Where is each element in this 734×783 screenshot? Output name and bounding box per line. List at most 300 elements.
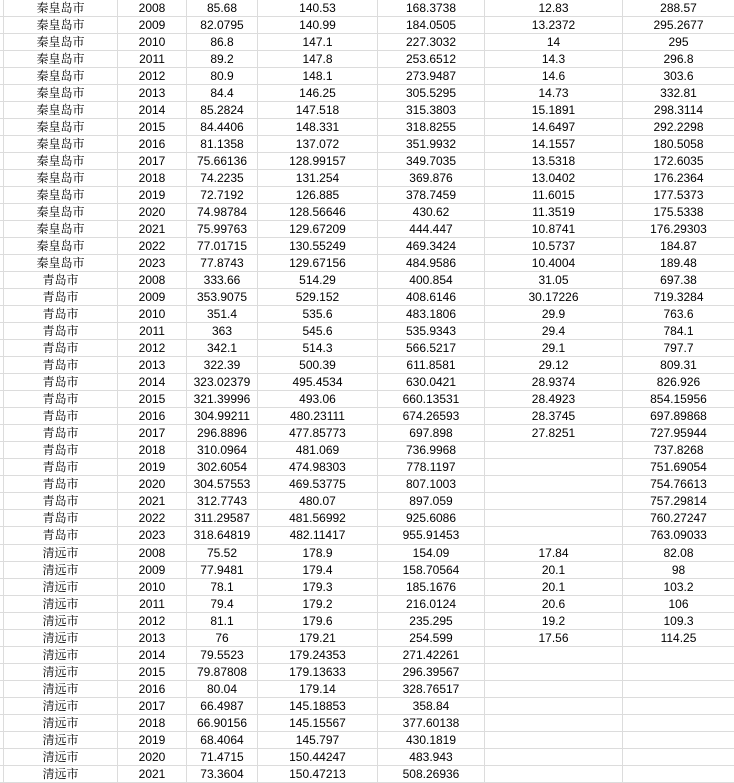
value-3-cell[interactable]: 508.26936 <box>378 766 485 783</box>
value-1-cell[interactable]: 75.99763 <box>187 221 258 238</box>
value-4-cell[interactable]: 14.73 <box>485 85 623 102</box>
value-5-cell[interactable]: 176.2364 <box>623 170 734 187</box>
value-2-cell[interactable]: 178.9 <box>258 545 378 562</box>
year-cell[interactable]: 2012 <box>118 613 187 630</box>
value-2-cell[interactable]: 148.1 <box>258 68 378 85</box>
value-5-cell[interactable]: 751.69054 <box>623 459 734 476</box>
value-3-cell[interactable]: 630.0421 <box>378 374 485 391</box>
city-cell[interactable]: 秦皇岛市 <box>4 153 118 170</box>
value-2-cell[interactable]: 145.15567 <box>258 715 378 732</box>
value-5-cell[interactable]: 763.09033 <box>623 527 734 544</box>
value-4-cell[interactable]: 20.1 <box>485 579 623 596</box>
value-4-cell[interactable]: 27.8251 <box>485 425 623 442</box>
city-cell[interactable]: 秦皇岛市 <box>4 102 118 119</box>
value-2-cell[interactable]: 179.6 <box>258 613 378 630</box>
value-4-cell[interactable]: 14 <box>485 34 623 51</box>
value-3-cell[interactable]: 430.1819 <box>378 732 485 749</box>
value-1-cell[interactable]: 312.7743 <box>187 493 258 510</box>
value-2-cell[interactable]: 131.254 <box>258 170 378 187</box>
year-cell[interactable]: 2013 <box>118 630 187 647</box>
city-cell[interactable]: 清远市 <box>4 681 118 698</box>
value-5-cell[interactable]: 103.2 <box>623 579 734 596</box>
value-3-cell[interactable]: 296.39567 <box>378 664 485 681</box>
value-4-cell[interactable]: 13.5318 <box>485 153 623 170</box>
value-4-cell[interactable]: 17.56 <box>485 630 623 647</box>
value-4-cell[interactable]: 28.4923 <box>485 391 623 408</box>
value-1-cell[interactable]: 85.68 <box>187 0 258 17</box>
city-cell[interactable]: 青岛市 <box>4 459 118 476</box>
year-cell[interactable]: 2016 <box>118 136 187 153</box>
year-cell[interactable]: 2022 <box>118 238 187 255</box>
value-2-cell[interactable]: 514.3 <box>258 340 378 357</box>
city-cell[interactable]: 秦皇岛市 <box>4 51 118 68</box>
value-4-cell[interactable]: 10.8741 <box>485 221 623 238</box>
value-4-cell[interactable]: 28.3745 <box>485 408 623 425</box>
value-1-cell[interactable]: 82.0795 <box>187 17 258 34</box>
value-5-cell[interactable]: 295.2677 <box>623 17 734 34</box>
value-1-cell[interactable]: 75.66136 <box>187 153 258 170</box>
value-2-cell[interactable]: 150.44247 <box>258 749 378 766</box>
value-2-cell[interactable]: 179.21 <box>258 630 378 647</box>
year-cell[interactable]: 2018 <box>118 170 187 187</box>
value-5-cell[interactable]: 109.3 <box>623 613 734 630</box>
value-2-cell[interactable]: 179.13633 <box>258 664 378 681</box>
value-3-cell[interactable]: 185.1676 <box>378 579 485 596</box>
value-3-cell[interactable]: 216.0124 <box>378 596 485 613</box>
value-2-cell[interactable]: 480.07 <box>258 493 378 510</box>
value-4-cell[interactable]: 14.1557 <box>485 136 623 153</box>
value-4-cell[interactable]: 29.1 <box>485 340 623 357</box>
value-1-cell[interactable]: 363 <box>187 323 258 340</box>
value-2-cell[interactable]: 128.99157 <box>258 153 378 170</box>
value-5-cell[interactable]: 114.25 <box>623 630 734 647</box>
city-cell[interactable]: 秦皇岛市 <box>4 68 118 85</box>
city-cell[interactable]: 清远市 <box>4 613 118 630</box>
value-1-cell[interactable]: 79.87808 <box>187 664 258 681</box>
year-cell[interactable]: 2019 <box>118 459 187 476</box>
value-3-cell[interactable]: 184.0505 <box>378 17 485 34</box>
value-1-cell[interactable]: 66.90156 <box>187 715 258 732</box>
city-cell[interactable]: 秦皇岛市 <box>4 187 118 204</box>
value-3-cell[interactable]: 897.059 <box>378 493 485 510</box>
value-1-cell[interactable]: 77.8743 <box>187 255 258 272</box>
year-cell[interactable]: 2016 <box>118 681 187 698</box>
city-cell[interactable]: 秦皇岛市 <box>4 136 118 153</box>
value-5-cell[interactable] <box>623 766 734 783</box>
value-2-cell[interactable]: 481.56992 <box>258 510 378 527</box>
city-cell[interactable]: 秦皇岛市 <box>4 170 118 187</box>
value-1-cell[interactable]: 74.98784 <box>187 204 258 221</box>
city-cell[interactable]: 秦皇岛市 <box>4 255 118 272</box>
value-5-cell[interactable] <box>623 698 734 715</box>
value-3-cell[interactable]: 369.876 <box>378 170 485 187</box>
value-4-cell[interactable] <box>485 698 623 715</box>
value-4-cell[interactable]: 29.4 <box>485 323 623 340</box>
city-cell[interactable]: 秦皇岛市 <box>4 238 118 255</box>
value-2-cell[interactable]: 129.67209 <box>258 221 378 238</box>
year-cell[interactable]: 2009 <box>118 289 187 306</box>
value-2-cell[interactable]: 146.25 <box>258 85 378 102</box>
value-1-cell[interactable]: 84.4 <box>187 85 258 102</box>
value-1-cell[interactable]: 77.9481 <box>187 562 258 579</box>
year-cell[interactable]: 2008 <box>118 545 187 562</box>
value-4-cell[interactable] <box>485 749 623 766</box>
value-5-cell[interactable]: 697.38 <box>623 272 734 289</box>
value-1-cell[interactable]: 80.04 <box>187 681 258 698</box>
year-cell[interactable]: 2016 <box>118 408 187 425</box>
year-cell[interactable]: 2018 <box>118 715 187 732</box>
value-1-cell[interactable]: 74.2235 <box>187 170 258 187</box>
year-cell[interactable]: 2014 <box>118 647 187 664</box>
city-cell[interactable]: 青岛市 <box>4 476 118 493</box>
value-3-cell[interactable]: 483.943 <box>378 749 485 766</box>
value-1-cell[interactable]: 77.01715 <box>187 238 258 255</box>
value-2-cell[interactable]: 147.1 <box>258 34 378 51</box>
value-3-cell[interactable]: 611.8581 <box>378 357 485 374</box>
city-cell[interactable]: 秦皇岛市 <box>4 85 118 102</box>
value-2-cell[interactable]: 179.24353 <box>258 647 378 664</box>
value-5-cell[interactable]: 172.6035 <box>623 153 734 170</box>
value-2-cell[interactable]: 535.6 <box>258 306 378 323</box>
value-5-cell[interactable]: 754.76613 <box>623 476 734 493</box>
value-4-cell[interactable] <box>485 442 623 459</box>
year-cell[interactable]: 2011 <box>118 596 187 613</box>
value-1-cell[interactable]: 85.2824 <box>187 102 258 119</box>
value-4-cell[interactable]: 31.05 <box>485 272 623 289</box>
value-2-cell[interactable]: 137.072 <box>258 136 378 153</box>
value-1-cell[interactable]: 75.52 <box>187 545 258 562</box>
value-1-cell[interactable]: 81.1 <box>187 613 258 630</box>
value-2-cell[interactable]: 480.23111 <box>258 408 378 425</box>
city-cell[interactable]: 青岛市 <box>4 374 118 391</box>
city-cell[interactable]: 青岛市 <box>4 323 118 340</box>
year-cell[interactable]: 2009 <box>118 562 187 579</box>
value-3-cell[interactable]: 807.1003 <box>378 476 485 493</box>
year-cell[interactable]: 2020 <box>118 204 187 221</box>
value-3-cell[interactable]: 227.3032 <box>378 34 485 51</box>
value-2-cell[interactable]: 147.8 <box>258 51 378 68</box>
value-5-cell[interactable]: 288.57 <box>623 0 734 17</box>
value-5-cell[interactable]: 189.48 <box>623 255 734 272</box>
city-cell[interactable]: 青岛市 <box>4 408 118 425</box>
value-1-cell[interactable]: 79.4 <box>187 596 258 613</box>
value-2-cell[interactable]: 514.29 <box>258 272 378 289</box>
city-cell[interactable]: 清远市 <box>4 579 118 596</box>
value-5-cell[interactable]: 98 <box>623 562 734 579</box>
value-2-cell[interactable]: 474.98303 <box>258 459 378 476</box>
value-5-cell[interactable]: 296.8 <box>623 51 734 68</box>
value-2-cell[interactable]: 545.6 <box>258 323 378 340</box>
city-cell[interactable]: 青岛市 <box>4 340 118 357</box>
year-cell[interactable]: 2013 <box>118 85 187 102</box>
value-1-cell[interactable]: 296.8896 <box>187 425 258 442</box>
city-cell[interactable]: 清远市 <box>4 647 118 664</box>
year-cell[interactable]: 2014 <box>118 374 187 391</box>
city-cell[interactable]: 清远市 <box>4 766 118 783</box>
year-cell[interactable]: 2020 <box>118 476 187 493</box>
city-cell[interactable]: 清远市 <box>4 545 118 562</box>
value-2-cell[interactable]: 500.39 <box>258 357 378 374</box>
year-cell[interactable]: 2010 <box>118 34 187 51</box>
value-5-cell[interactable]: 763.6 <box>623 306 734 323</box>
year-cell[interactable]: 2021 <box>118 221 187 238</box>
value-5-cell[interactable]: 854.15956 <box>623 391 734 408</box>
value-5-cell[interactable]: 106 <box>623 596 734 613</box>
year-cell[interactable]: 2017 <box>118 698 187 715</box>
value-2-cell[interactable]: 145.18853 <box>258 698 378 715</box>
value-5-cell[interactable]: 180.5058 <box>623 136 734 153</box>
value-3-cell[interactable]: 430.62 <box>378 204 485 221</box>
year-cell[interactable]: 2019 <box>118 187 187 204</box>
value-3-cell[interactable]: 660.13531 <box>378 391 485 408</box>
value-4-cell[interactable]: 10.5737 <box>485 238 623 255</box>
value-1-cell[interactable]: 68.4064 <box>187 732 258 749</box>
city-cell[interactable]: 青岛市 <box>4 425 118 442</box>
value-3-cell[interactable]: 254.599 <box>378 630 485 647</box>
value-4-cell[interactable]: 19.2 <box>485 613 623 630</box>
value-4-cell[interactable] <box>485 715 623 732</box>
value-1-cell[interactable]: 304.99211 <box>187 408 258 425</box>
value-5-cell[interactable]: 175.5338 <box>623 204 734 221</box>
year-cell[interactable]: 2010 <box>118 579 187 596</box>
value-2-cell[interactable]: 179.3 <box>258 579 378 596</box>
value-1-cell[interactable]: 78.1 <box>187 579 258 596</box>
value-1-cell[interactable]: 79.5523 <box>187 647 258 664</box>
value-5-cell[interactable]: 298.3114 <box>623 102 734 119</box>
city-cell[interactable]: 青岛市 <box>4 391 118 408</box>
value-1-cell[interactable]: 66.4987 <box>187 698 258 715</box>
value-4-cell[interactable]: 30.17226 <box>485 289 623 306</box>
value-3-cell[interactable]: 955.91453 <box>378 527 485 544</box>
value-5-cell[interactable]: 797.7 <box>623 340 734 357</box>
value-3-cell[interactable]: 469.3424 <box>378 238 485 255</box>
value-3-cell[interactable]: 315.3803 <box>378 102 485 119</box>
value-2-cell[interactable]: 493.06 <box>258 391 378 408</box>
year-cell[interactable]: 2017 <box>118 153 187 170</box>
value-3-cell[interactable]: 377.60138 <box>378 715 485 732</box>
value-4-cell[interactable]: 15.1891 <box>485 102 623 119</box>
value-5-cell[interactable] <box>623 715 734 732</box>
year-cell[interactable]: 2009 <box>118 17 187 34</box>
value-3-cell[interactable]: 271.42261 <box>378 647 485 664</box>
value-3-cell[interactable]: 483.1806 <box>378 306 485 323</box>
value-4-cell[interactable]: 11.6015 <box>485 187 623 204</box>
year-cell[interactable]: 2012 <box>118 340 187 357</box>
value-3-cell[interactable]: 349.7035 <box>378 153 485 170</box>
value-5-cell[interactable] <box>623 732 734 749</box>
value-4-cell[interactable]: 14.3 <box>485 51 623 68</box>
value-3-cell[interactable]: 328.76517 <box>378 681 485 698</box>
year-cell[interactable]: 2015 <box>118 391 187 408</box>
city-cell[interactable]: 秦皇岛市 <box>4 119 118 136</box>
city-cell[interactable]: 秦皇岛市 <box>4 221 118 238</box>
value-3-cell[interactable]: 778.1197 <box>378 459 485 476</box>
value-3-cell[interactable]: 400.854 <box>378 272 485 289</box>
value-2-cell[interactable]: 179.14 <box>258 681 378 698</box>
city-cell[interactable]: 清远市 <box>4 698 118 715</box>
value-1-cell[interactable]: 72.7192 <box>187 187 258 204</box>
value-4-cell[interactable] <box>485 476 623 493</box>
year-cell[interactable]: 2023 <box>118 527 187 544</box>
value-3-cell[interactable]: 925.6086 <box>378 510 485 527</box>
year-cell[interactable]: 2015 <box>118 119 187 136</box>
city-cell[interactable]: 清远市 <box>4 562 118 579</box>
value-2-cell[interactable]: 129.67156 <box>258 255 378 272</box>
value-3-cell[interactable]: 318.8255 <box>378 119 485 136</box>
year-cell[interactable]: 2008 <box>118 272 187 289</box>
value-3-cell[interactable]: 697.898 <box>378 425 485 442</box>
value-5-cell[interactable]: 176.29303 <box>623 221 734 238</box>
value-4-cell[interactable] <box>485 459 623 476</box>
value-4-cell[interactable] <box>485 664 623 681</box>
city-cell[interactable]: 清远市 <box>4 749 118 766</box>
value-3-cell[interactable]: 378.7459 <box>378 187 485 204</box>
value-5-cell[interactable]: 760.27247 <box>623 510 734 527</box>
year-cell[interactable]: 2010 <box>118 306 187 323</box>
value-1-cell[interactable]: 311.29587 <box>187 510 258 527</box>
value-2-cell[interactable]: 529.152 <box>258 289 378 306</box>
value-4-cell[interactable] <box>485 766 623 783</box>
value-5-cell[interactable]: 177.5373 <box>623 187 734 204</box>
value-2-cell[interactable]: 469.53775 <box>258 476 378 493</box>
year-cell[interactable]: 2023 <box>118 255 187 272</box>
value-2-cell[interactable]: 148.331 <box>258 119 378 136</box>
city-cell[interactable]: 清远市 <box>4 664 118 681</box>
value-4-cell[interactable]: 13.0402 <box>485 170 623 187</box>
value-4-cell[interactable]: 14.6497 <box>485 119 623 136</box>
value-2-cell[interactable]: 150.47213 <box>258 766 378 783</box>
value-2-cell[interactable]: 179.4 <box>258 562 378 579</box>
value-2-cell[interactable]: 145.797 <box>258 732 378 749</box>
value-5-cell[interactable]: 727.95944 <box>623 425 734 442</box>
city-cell[interactable]: 秦皇岛市 <box>4 204 118 221</box>
value-4-cell[interactable]: 14.6 <box>485 68 623 85</box>
year-cell[interactable]: 2013 <box>118 357 187 374</box>
year-cell[interactable]: 2014 <box>118 102 187 119</box>
value-5-cell[interactable]: 332.81 <box>623 85 734 102</box>
value-5-cell[interactable] <box>623 749 734 766</box>
value-1-cell[interactable]: 342.1 <box>187 340 258 357</box>
value-3-cell[interactable]: 566.5217 <box>378 340 485 357</box>
value-3-cell[interactable]: 444.447 <box>378 221 485 238</box>
value-5-cell[interactable]: 697.89868 <box>623 408 734 425</box>
value-3-cell[interactable]: 484.9586 <box>378 255 485 272</box>
value-5-cell[interactable] <box>623 681 734 698</box>
value-1-cell[interactable]: 321.39996 <box>187 391 258 408</box>
value-3-cell[interactable]: 305.5295 <box>378 85 485 102</box>
year-cell[interactable]: 2011 <box>118 51 187 68</box>
value-4-cell[interactable]: 20.1 <box>485 562 623 579</box>
value-1-cell[interactable]: 333.66 <box>187 272 258 289</box>
value-1-cell[interactable]: 76 <box>187 630 258 647</box>
value-2-cell[interactable]: 130.55249 <box>258 238 378 255</box>
year-cell[interactable]: 2021 <box>118 766 187 783</box>
value-3-cell[interactable]: 158.70564 <box>378 562 485 579</box>
value-5-cell[interactable]: 292.2298 <box>623 119 734 136</box>
value-1-cell[interactable]: 353.9075 <box>187 289 258 306</box>
value-3-cell[interactable]: 736.9968 <box>378 442 485 459</box>
value-5-cell[interactable]: 809.31 <box>623 357 734 374</box>
value-1-cell[interactable]: 86.8 <box>187 34 258 51</box>
value-3-cell[interactable]: 535.9343 <box>378 323 485 340</box>
value-2-cell[interactable]: 482.11417 <box>258 527 378 544</box>
value-4-cell[interactable] <box>485 647 623 664</box>
value-1-cell[interactable]: 80.9 <box>187 68 258 85</box>
value-4-cell[interactable] <box>485 510 623 527</box>
value-3-cell[interactable]: 235.295 <box>378 613 485 630</box>
year-cell[interactable]: 2021 <box>118 493 187 510</box>
value-4-cell[interactable]: 13.2372 <box>485 17 623 34</box>
city-cell[interactable]: 青岛市 <box>4 510 118 527</box>
value-5-cell[interactable]: 184.87 <box>623 238 734 255</box>
value-1-cell[interactable]: 81.1358 <box>187 136 258 153</box>
year-cell[interactable]: 2019 <box>118 732 187 749</box>
city-cell[interactable]: 秦皇岛市 <box>4 34 118 51</box>
value-5-cell[interactable] <box>623 664 734 681</box>
value-4-cell[interactable]: 29.12 <box>485 357 623 374</box>
value-4-cell[interactable] <box>485 493 623 510</box>
value-4-cell[interactable]: 20.6 <box>485 596 623 613</box>
value-4-cell[interactable]: 28.9374 <box>485 374 623 391</box>
value-5-cell[interactable]: 719.3284 <box>623 289 734 306</box>
value-2-cell[interactable]: 140.53 <box>258 0 378 17</box>
year-cell[interactable]: 2012 <box>118 68 187 85</box>
city-cell[interactable]: 秦皇岛市 <box>4 0 118 17</box>
city-cell[interactable]: 清远市 <box>4 715 118 732</box>
city-cell[interactable]: 青岛市 <box>4 357 118 374</box>
value-5-cell[interactable]: 757.29814 <box>623 493 734 510</box>
value-3-cell[interactable]: 358.84 <box>378 698 485 715</box>
value-5-cell[interactable]: 82.08 <box>623 545 734 562</box>
value-5-cell[interactable]: 303.6 <box>623 68 734 85</box>
value-2-cell[interactable]: 179.2 <box>258 596 378 613</box>
value-1-cell[interactable]: 323.02379 <box>187 374 258 391</box>
value-5-cell[interactable]: 826.926 <box>623 374 734 391</box>
value-1-cell[interactable]: 73.3604 <box>187 766 258 783</box>
value-4-cell[interactable] <box>485 732 623 749</box>
value-4-cell[interactable]: 29.9 <box>485 306 623 323</box>
city-cell[interactable]: 青岛市 <box>4 306 118 323</box>
value-5-cell[interactable]: 295 <box>623 34 734 51</box>
value-4-cell[interactable]: 10.4004 <box>485 255 623 272</box>
value-4-cell[interactable]: 11.3519 <box>485 204 623 221</box>
value-3-cell[interactable]: 273.9487 <box>378 68 485 85</box>
value-1-cell[interactable]: 89.2 <box>187 51 258 68</box>
year-cell[interactable]: 2020 <box>118 749 187 766</box>
city-cell[interactable]: 秦皇岛市 <box>4 17 118 34</box>
year-cell[interactable]: 2018 <box>118 442 187 459</box>
value-1-cell[interactable]: 351.4 <box>187 306 258 323</box>
value-1-cell[interactable]: 304.57553 <box>187 476 258 493</box>
year-cell[interactable]: 2008 <box>118 0 187 17</box>
value-4-cell[interactable] <box>485 527 623 544</box>
value-3-cell[interactable]: 168.3738 <box>378 0 485 17</box>
value-3-cell[interactable]: 253.6512 <box>378 51 485 68</box>
value-1-cell[interactable]: 310.0964 <box>187 442 258 459</box>
value-2-cell[interactable]: 126.885 <box>258 187 378 204</box>
value-2-cell[interactable]: 481.069 <box>258 442 378 459</box>
value-2-cell[interactable]: 128.56646 <box>258 204 378 221</box>
city-cell[interactable]: 青岛市 <box>4 527 118 544</box>
value-3-cell[interactable]: 674.26593 <box>378 408 485 425</box>
value-1-cell[interactable]: 302.6054 <box>187 459 258 476</box>
year-cell[interactable]: 2022 <box>118 510 187 527</box>
city-cell[interactable]: 青岛市 <box>4 442 118 459</box>
value-4-cell[interactable]: 12.83 <box>485 0 623 17</box>
city-cell[interactable]: 青岛市 <box>4 493 118 510</box>
value-1-cell[interactable]: 322.39 <box>187 357 258 374</box>
year-cell[interactable]: 2015 <box>118 664 187 681</box>
